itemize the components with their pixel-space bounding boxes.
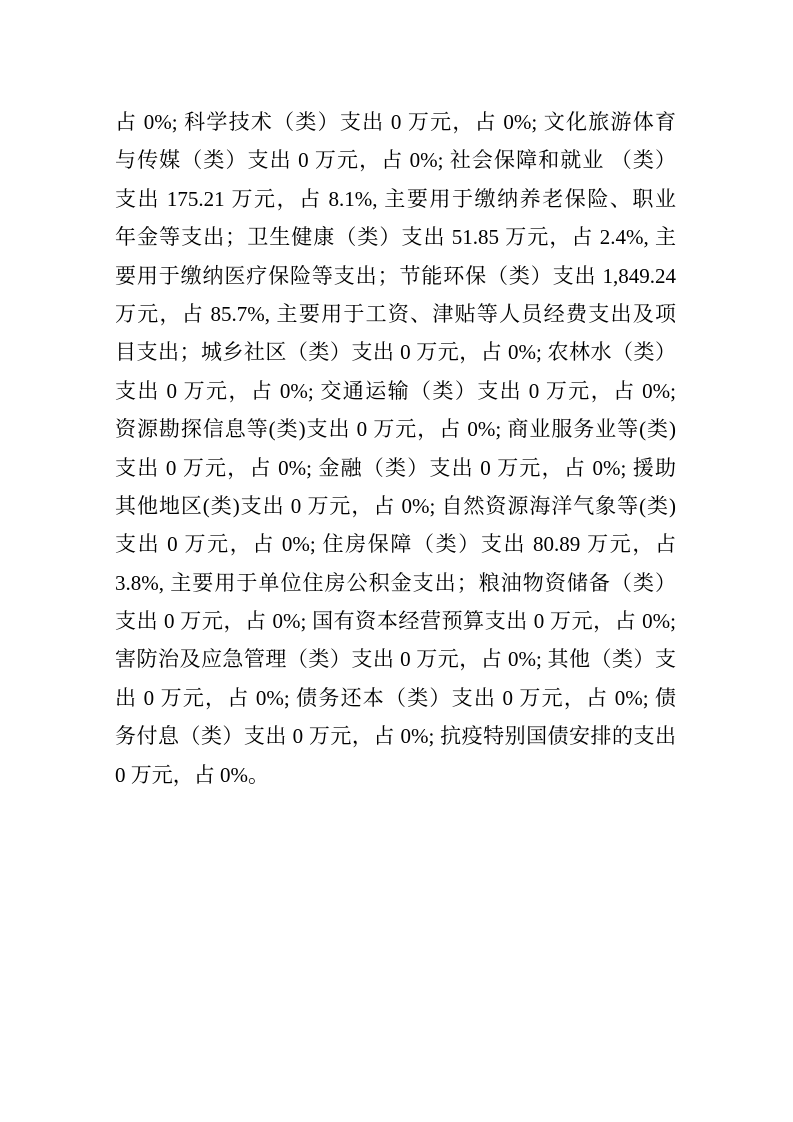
text-line: 务付息（类）支出 0 万元，占 0%; 抗疫特别国债安排的支出 <box>115 724 676 749</box>
text-line: 目支出；城乡社区（类）支出 0 万元，占 0%; 农林水（类） <box>115 340 676 365</box>
paragraph-block <box>115 103 676 794</box>
text-line: 害防治及应急管理（类）支出 0 万元，占 0%; 其他（类）支 <box>115 647 676 672</box>
text-line: 万元，占 85.7%, 主要用于工资、津贴等人员经费支出及项 <box>115 301 676 326</box>
text-line: 要用于缴纳医疗保险等支出；节能环保（类）支出 1,849.24 <box>115 263 676 288</box>
text-line: 支出 0 万元，占 0%; 金融（类）支出 0 万元，占 0%; 援助 <box>115 455 676 480</box>
text-line: 出 0 万元，占 0%; 债务还本（类）支出 0 万元，占 0%; 债 <box>115 685 676 710</box>
text-line: 0 万元，占 0%。 <box>115 762 269 787</box>
text-line: 支出 0 万元，占 0%; 国有资本经营预算支出 0 万元，占 0%; <box>115 609 676 634</box>
text-line: 支出 175.21 万元，占 8.1%, 主要用于缴纳养老保险、职业 <box>115 186 676 211</box>
text-line: 与传媒（类）支出 0 万元，占 0%; 社会保障和就业 （类） <box>115 148 676 173</box>
text-line: 支出 0 万元，占 0%; 住房保障（类）支出 80.89 万元，占 <box>115 532 676 557</box>
text-line: 支出 0 万元，占 0%; 交通运输（类）支出 0 万元，占 0%; <box>115 378 676 403</box>
text-line: 其他地区(类)支出 0 万元，占 0%; 自然资源海洋气象等(类) <box>115 493 676 518</box>
text-line: 3.8%, 主要用于单位住房公积金支出；粮油物资储备（类） <box>115 570 676 595</box>
text-line: 占 0%; 科学技术（类）支出 0 万元，占 0%; 文化旅游体育 <box>115 110 676 134</box>
text-line: 资源勘探信息等(类)支出 0 万元，占 0%; 商业服务业等(类) <box>115 417 676 442</box>
text-line: 年金等支出；卫生健康（类）支出 51.85 万元，占 2.4%, 主 <box>115 225 676 250</box>
